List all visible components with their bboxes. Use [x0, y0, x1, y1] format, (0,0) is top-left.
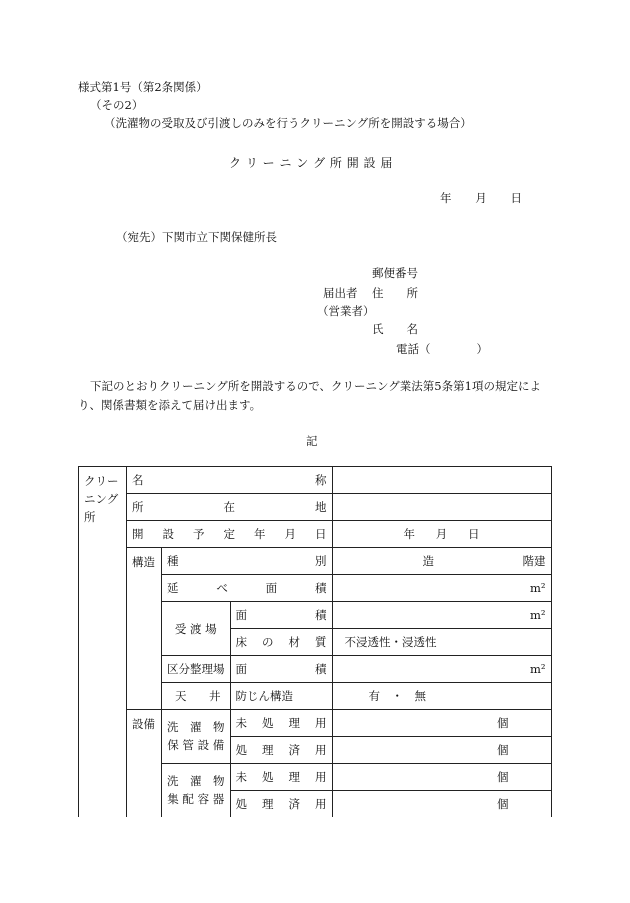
label-ceiling: 天 井	[162, 683, 231, 710]
label-equipment: 設備	[127, 710, 162, 818]
label-structure: 構造	[127, 548, 162, 710]
value-collect-processed[interactable]: 個	[332, 791, 551, 818]
group-label-cleaning-shop: クリー ニング 所	[79, 467, 127, 818]
label-collection: 洗 濯 物 集 配 容 器	[162, 764, 231, 818]
addressee: （宛先）下関市立下関保健所長	[116, 230, 277, 244]
row-storage-unprocessed	[79, 710, 552, 737]
label-sorting-area: 面 積	[230, 656, 332, 683]
business-operator-label: （営業者）	[317, 304, 375, 318]
label-storage-unprocessed: 未 処 理 用	[230, 710, 332, 737]
form-subtitle: （洗濯物の受取及び引渡しのみを行うクリーニング所を開設する場合）	[104, 116, 472, 130]
value-collect-unprocessed[interactable]: 個	[332, 764, 551, 791]
value-address[interactable]	[332, 494, 551, 521]
row-name	[79, 467, 552, 494]
value-floor-area[interactable]: m²	[332, 575, 551, 602]
label-address: 所 在 地	[127, 494, 333, 521]
row-address	[79, 494, 552, 521]
label-collect-processed: 処 理 済 用	[230, 791, 332, 818]
value-storage-unprocessed[interactable]: 個	[332, 710, 551, 737]
value-dust-proof[interactable]: 有 ・ 無	[332, 683, 551, 710]
applicant-label: 届出者	[323, 286, 358, 300]
value-sorting-area[interactable]: m²	[332, 656, 551, 683]
label-reception: 受 渡 場	[162, 602, 231, 656]
date-year: 年	[440, 191, 452, 205]
label-open-date: 開 設 予 定 年 月 日	[127, 521, 333, 548]
date-day: 日	[510, 191, 522, 205]
ki-heading: 記	[306, 434, 318, 448]
value-floor-material[interactable]: 不浸透性・浸透性	[332, 629, 551, 656]
document-title: ク リ ー ニ ン グ 所 開 設 届	[229, 156, 393, 170]
phone-label: 電話（ ）	[396, 342, 488, 356]
cleaning-shop-table	[78, 466, 552, 817]
label-name: 名 称	[127, 467, 333, 494]
date-month: 月	[475, 191, 487, 205]
label-storage: 洗 濯 物 保 管 設 備	[162, 710, 231, 764]
body-text-line-2: り、関係書類を添えて届け出ます。	[78, 398, 262, 412]
label-floor-material: 床 の 材 質	[230, 629, 332, 656]
name-label: 氏 名	[372, 322, 418, 336]
row-open-date	[79, 521, 552, 548]
value-structure-type[interactable]: 造 階建	[332, 548, 551, 575]
label-sorting: 区分整理場	[162, 656, 231, 683]
submission-date	[440, 193, 522, 205]
label-reception-area: 面 積	[230, 602, 332, 629]
form-sub-number: （その2）	[90, 98, 144, 112]
row-structure-type	[79, 548, 552, 575]
value-reception-area[interactable]: m²	[332, 602, 551, 629]
label-dust-proof: 防じん構造	[230, 683, 332, 710]
body-text-line-1: 下記のとおりクリーニング所を開設するので、クリーニング業法第5条第1項の規定によ	[90, 379, 541, 393]
postal-code-label: 郵便番号	[372, 266, 418, 280]
label-type: 種 別	[162, 548, 333, 575]
label-floor-area: 延 べ 面 積	[162, 575, 333, 602]
form-number: 様式第1号（第2条関係）	[78, 80, 208, 94]
address-label: 住 所	[372, 286, 418, 300]
label-storage-processed: 処 理 済 用	[230, 737, 332, 764]
label-collect-unprocessed: 未 処 理 用	[230, 764, 332, 791]
value-open-date[interactable]: 年 月 日	[332, 521, 551, 548]
value-storage-processed[interactable]: 個	[332, 737, 551, 764]
value-name[interactable]	[332, 467, 551, 494]
